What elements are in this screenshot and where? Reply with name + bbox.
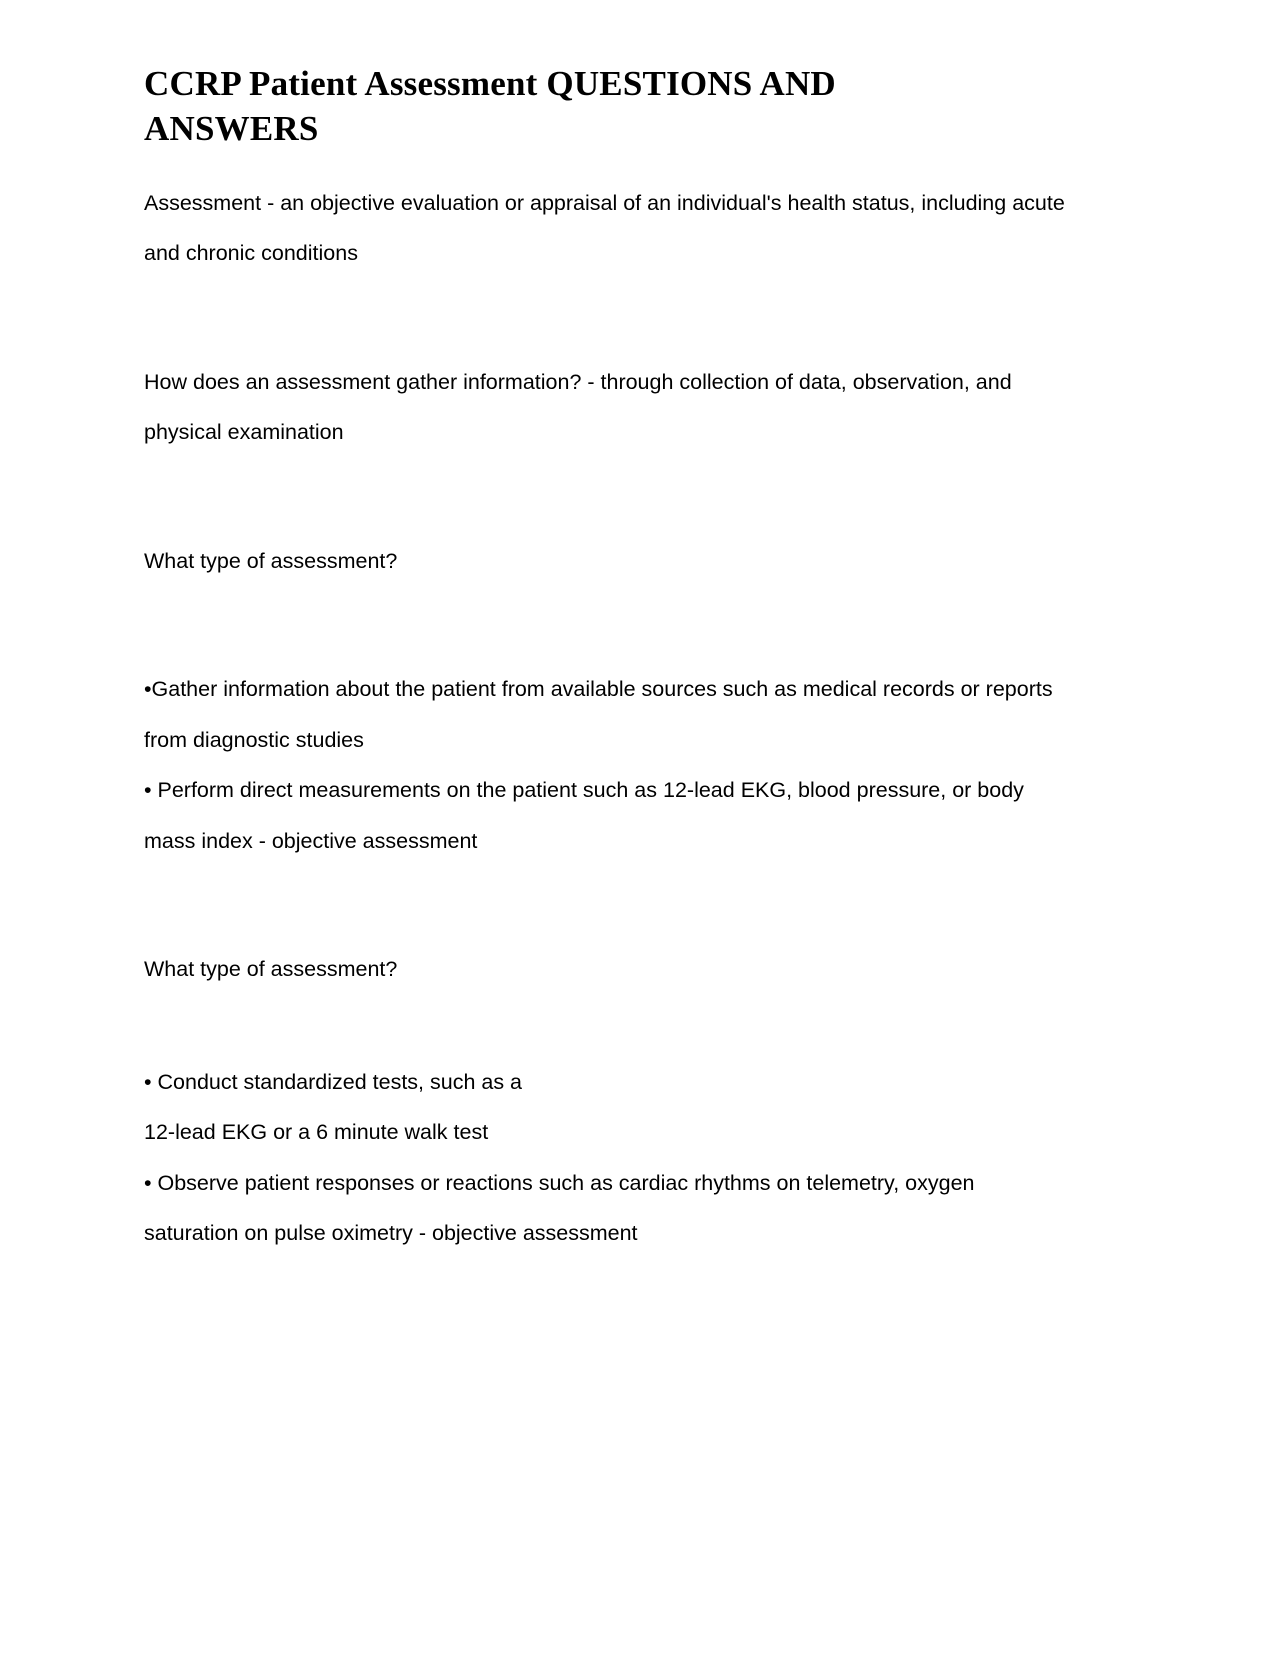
page-title: CCRP Patient Assessment QUESTIONS AND ANSWERS <box>144 64 836 148</box>
spacer <box>144 995 1130 1057</box>
spacer <box>144 279 1130 357</box>
bullet-gather-information: •Gather information about the patient from available sources such as medical records or reports from diagnostic studies <box>144 677 1053 752</box>
bullet-direct-measurements: • Perform direct measurements on the patient such as 12-lead EKG, blood pressure, or body mass index - objective assessment <box>144 778 1024 853</box>
spacer <box>144 458 1130 536</box>
paragraph-question-type-of-assessment-2: What type of assessment? <box>144 957 398 982</box>
spacer <box>144 866 1130 944</box>
paragraph-question-type-of-assessment-1: What type of assessment? <box>144 548 398 573</box>
spacer <box>144 586 1130 664</box>
bullet-standardized-tests: • Conduct standardized tests, such as a <box>144 1069 523 1094</box>
bullet-observe-responses: • Observe patient responses or reactions such as cardiac rhythms on telemetry, oxygen saturation on pulse oximetry - objective assessment <box>144 1170 975 1246</box>
paragraph-definition-assessment: Assessment - an objective evaluation or appraisal of an individual's health status, including acute and chronic conditions <box>144 190 1065 266</box>
paragraph-question-gather-information: How does an assessment gather information? - through collection of data, observation, and physical examination <box>144 369 1012 445</box>
line-ekg-walk-test: 12-lead EKG or a 6 minute walk test <box>144 1120 489 1145</box>
